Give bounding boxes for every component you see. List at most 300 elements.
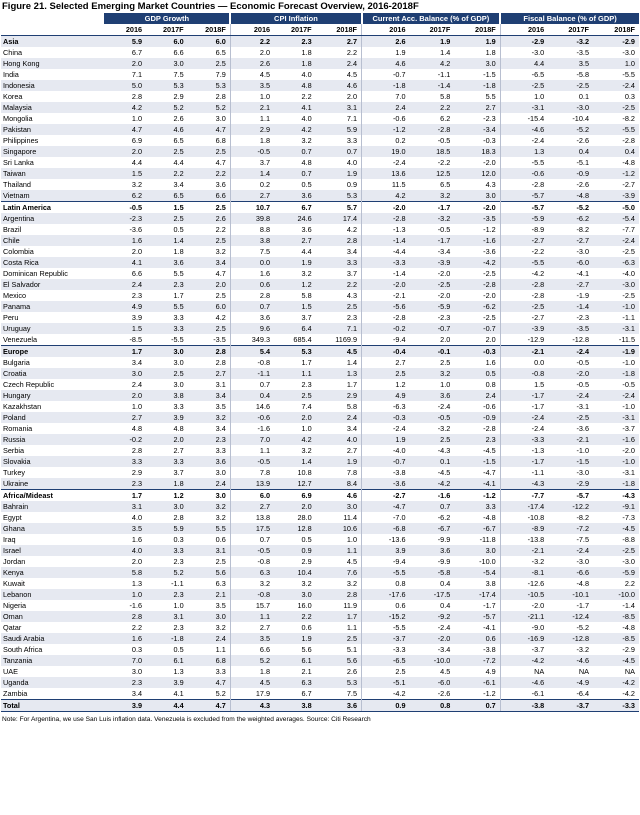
country-row (1, 666, 639, 677)
value-cell: 39.8 (230, 213, 274, 224)
value-cell: -3.6 (103, 224, 146, 235)
value-cell: 4.5 (230, 677, 274, 688)
value-cell: 0.8 (410, 700, 455, 712)
value-cell: 1.0 (274, 423, 316, 434)
value-cell: -8.1 (500, 567, 548, 578)
value-cell: 1.9 (316, 456, 362, 467)
value-cell: -1.4 (410, 80, 455, 91)
value-cell: -2.5 (548, 412, 593, 423)
value-cell: -2.7 (500, 235, 548, 246)
value-cell: -4.2 (410, 478, 455, 490)
value-cell: -6.5 (500, 69, 548, 80)
value-cell: 18.5 (410, 146, 455, 157)
value-cell: -5.2 (548, 124, 593, 135)
value-cell: 2.5 (362, 368, 410, 379)
value-cell: -3.0 (548, 467, 593, 478)
value-cell: 4.8 (146, 423, 188, 434)
value-cell: 2.0 (274, 412, 316, 423)
value-cell: 4.4 (146, 157, 188, 168)
value-cell: 2.6 (230, 58, 274, 69)
value-cell: 4.3 (316, 290, 362, 301)
value-cell: 7.8 (230, 467, 274, 478)
value-cell: 6.5 (146, 190, 188, 202)
value-cell: 0.5 (146, 644, 188, 655)
value-cell: 3.0 (188, 113, 231, 124)
country-row (1, 58, 639, 69)
year-header: 2016 (230, 24, 274, 36)
value-cell: -0.9 (548, 168, 593, 179)
value-cell: 6.6 (230, 644, 274, 655)
value-cell: 1.5 (146, 202, 188, 214)
value-cell: 0.4 (410, 600, 455, 611)
value-cell: 1.0 (316, 534, 362, 545)
year-header: 2017F (274, 24, 316, 36)
value-cell: 13.8 (230, 512, 274, 523)
value-cell: -3.9 (410, 257, 455, 268)
value-cell: 5.8 (103, 567, 146, 578)
country-row (1, 434, 639, 445)
country-row (1, 213, 639, 224)
value-cell: 0.7 (274, 146, 316, 157)
value-cell: 8.4 (316, 478, 362, 490)
value-cell: 3.9 (146, 412, 188, 423)
value-cell: 3.0 (188, 467, 231, 478)
year-header-row (1, 24, 639, 36)
value-cell: 1.8 (146, 478, 188, 490)
value-cell: 0.5 (274, 179, 316, 190)
value-cell: 10.4 (274, 567, 316, 578)
country-name: Mexico (1, 290, 103, 301)
value-cell: 3.6 (274, 224, 316, 235)
value-cell: 1.5 (103, 168, 146, 179)
value-cell: 1.7 (146, 290, 188, 301)
value-cell: -1.7 (500, 401, 548, 412)
value-cell: -1.4 (548, 301, 593, 312)
value-cell: -12.9 (500, 334, 548, 346)
value-cell: 3.2 (274, 445, 316, 456)
value-cell: -4.4 (362, 246, 410, 257)
value-cell: 1.7 (103, 490, 146, 502)
value-cell: -1.1 (500, 467, 548, 478)
value-cell: -3.7 (548, 700, 593, 712)
country-name: Venezuela (1, 334, 103, 346)
value-cell: 2.5 (188, 323, 231, 334)
country-name: Indonesia (1, 80, 103, 91)
value-cell: 1.1 (230, 445, 274, 456)
value-cell: 2.3 (274, 36, 316, 48)
value-cell: -5.5 (500, 157, 548, 168)
value-cell: 1.8 (230, 135, 274, 146)
value-cell: 2.7 (230, 190, 274, 202)
value-cell: 1.9 (410, 36, 455, 48)
value-cell: -2.4 (548, 390, 593, 401)
value-cell: -2.9 (548, 478, 593, 490)
value-cell: 3.4 (146, 179, 188, 190)
value-cell: -0.5 (548, 379, 593, 390)
value-cell: 1.8 (146, 246, 188, 257)
value-cell: 3.1 (103, 501, 146, 512)
value-cell: 4.4 (500, 58, 548, 69)
year-header: 2018F (454, 24, 500, 36)
value-cell: 0.9 (274, 545, 316, 556)
value-cell: -2.0 (454, 202, 500, 214)
value-cell: 3.0 (454, 545, 500, 556)
value-cell: 0.4 (230, 390, 274, 401)
value-cell: 2.7 (316, 36, 362, 48)
value-cell: 6.7 (274, 202, 316, 214)
value-cell: -3.0 (548, 556, 593, 567)
value-cell: -0.6 (500, 168, 548, 179)
value-cell: 13.9 (230, 478, 274, 490)
value-cell: -6.0 (548, 257, 593, 268)
value-cell: -13.8 (500, 534, 548, 545)
value-cell: 1.3 (316, 368, 362, 379)
value-cell: 14.6 (230, 401, 274, 412)
value-cell: -3.0 (593, 556, 639, 567)
value-cell: -7.3 (593, 512, 639, 523)
value-cell: -1.2 (362, 124, 410, 135)
value-cell: 24.6 (274, 213, 316, 224)
value-cell: 6.9 (103, 135, 146, 146)
value-cell: -1.7 (410, 202, 455, 214)
region-row (1, 700, 639, 712)
value-cell: -2.5 (593, 246, 639, 257)
value-cell: 2.5 (188, 202, 231, 214)
value-cell: -1.7 (500, 390, 548, 401)
value-cell: 1.9 (274, 633, 316, 644)
value-cell: -9.4 (362, 556, 410, 567)
value-cell: -6.2 (548, 213, 593, 224)
value-cell: -4.6 (500, 677, 548, 688)
value-cell: -3.3 (593, 700, 639, 712)
value-cell: -0.5 (230, 456, 274, 467)
value-cell: 0.5 (146, 224, 188, 235)
value-cell: 3.0 (454, 58, 500, 69)
value-cell: 3.3 (188, 666, 231, 677)
region-row (1, 36, 639, 48)
value-cell: -4.3 (593, 490, 639, 502)
value-cell: 4.7 (188, 124, 231, 135)
value-cell: 5.8 (274, 290, 316, 301)
value-cell: -1.0 (593, 456, 639, 467)
value-cell: 3.3 (146, 312, 188, 323)
country-row (1, 235, 639, 246)
value-cell: 2.1 (274, 666, 316, 677)
country-row (1, 124, 639, 135)
value-cell: -2.5 (593, 102, 639, 113)
value-cell: 2.1 (188, 589, 231, 600)
country-name: Panama (1, 301, 103, 312)
value-cell: 2.5 (188, 146, 231, 157)
value-cell: 1.6 (454, 357, 500, 368)
value-cell: 18.3 (454, 146, 500, 157)
value-cell: -9.9 (410, 534, 455, 545)
value-cell: -6.2 (410, 512, 455, 523)
group-header-cpi: CPI Inflation (230, 13, 361, 24)
value-cell: 0.7 (230, 301, 274, 312)
value-cell: -2.6 (548, 135, 593, 146)
value-cell: -4.9 (548, 677, 593, 688)
value-cell: 2.4 (454, 390, 500, 401)
value-cell: -4.8 (593, 622, 639, 633)
value-cell: 0.2 (230, 179, 274, 190)
value-cell: 0.3 (103, 644, 146, 655)
country-row (1, 567, 639, 578)
value-cell: 5.2 (188, 102, 231, 113)
value-cell: -5.4 (593, 213, 639, 224)
country-name: Ukraine (1, 478, 103, 490)
value-cell: -2.3 (454, 113, 500, 124)
value-cell: 4.5 (316, 556, 362, 567)
value-cell: 2.9 (274, 556, 316, 567)
value-cell: 1.2 (146, 490, 188, 502)
value-cell: 2.8 (316, 589, 362, 600)
value-cell: -1.9 (593, 346, 639, 358)
region-name: Latin America (1, 202, 103, 214)
value-cell: 5.6 (316, 655, 362, 666)
value-cell: 4.9 (103, 301, 146, 312)
value-cell: 4.3 (454, 179, 500, 190)
value-cell: -3.3 (362, 257, 410, 268)
value-cell: -1.1 (593, 312, 639, 323)
value-cell: 1.8 (274, 58, 316, 69)
value-cell: -1.6 (230, 423, 274, 434)
value-cell: -3.3 (362, 644, 410, 655)
country-row (1, 113, 639, 124)
value-cell: -2.4 (548, 545, 593, 556)
value-cell: -10.0 (454, 556, 500, 567)
value-cell: -1.0 (593, 301, 639, 312)
value-cell: -5.0 (593, 202, 639, 214)
value-cell: 3.3 (188, 445, 231, 456)
value-cell: -5.1 (362, 677, 410, 688)
value-cell: -1.4 (593, 600, 639, 611)
country-row (1, 47, 639, 58)
value-cell: -4.3 (410, 445, 455, 456)
value-cell: -0.5 (230, 545, 274, 556)
value-cell: -12.2 (548, 501, 593, 512)
value-cell: 2.2 (593, 578, 639, 589)
value-cell: -6.6 (548, 567, 593, 578)
value-cell: 3.1 (188, 545, 231, 556)
value-cell: 4.2 (103, 102, 146, 113)
country-row (1, 379, 639, 390)
value-cell: 3.9 (146, 677, 188, 688)
value-cell: 8.8 (230, 224, 274, 235)
value-cell: -5.9 (593, 567, 639, 578)
value-cell: -0.8 (230, 357, 274, 368)
country-name: Nigeria (1, 600, 103, 611)
value-cell: 5.8 (316, 401, 362, 412)
country-name: Iraq (1, 534, 103, 545)
country-row (1, 556, 639, 567)
value-cell: -3.1 (593, 412, 639, 423)
value-cell: 1.5 (274, 301, 316, 312)
value-cell: 2.4 (362, 102, 410, 113)
value-cell: -3.3 (500, 434, 548, 445)
value-cell: 0.4 (410, 578, 455, 589)
value-cell: -0.5 (103, 202, 146, 214)
value-cell: -1.8 (362, 80, 410, 91)
value-cell: 3.3 (146, 545, 188, 556)
value-cell: 2.8 (188, 91, 231, 102)
value-cell: 5.1 (316, 644, 362, 655)
country-name: Hong Kong (1, 58, 103, 69)
value-cell: 0.6 (454, 633, 500, 644)
value-cell: 2.7 (103, 412, 146, 423)
value-cell: 2.4 (316, 412, 362, 423)
value-cell: 6.0 (230, 490, 274, 502)
value-cell: 1.1 (274, 368, 316, 379)
value-cell: -3.5 (548, 323, 593, 334)
value-cell: 2.9 (316, 390, 362, 401)
value-cell: 3.8 (274, 700, 316, 712)
country-row (1, 157, 639, 168)
value-cell: 1.9 (274, 257, 316, 268)
value-cell: -0.6 (454, 401, 500, 412)
value-cell: 5.2 (146, 567, 188, 578)
value-cell: -2.0 (500, 600, 548, 611)
value-cell: 3.5 (103, 523, 146, 534)
value-cell: -9.9 (410, 556, 455, 567)
source-note: Note: For Argentina, we use San Luis inflation data. Venezuela is excluded from the weighted averages. Source: Citi Research (2, 716, 371, 723)
value-cell: -2.6 (410, 688, 455, 700)
value-cell: 3.4 (188, 423, 231, 434)
value-cell: 2.7 (274, 235, 316, 246)
country-row (1, 445, 639, 456)
value-cell: -0.6 (362, 113, 410, 124)
value-cell: 0.0 (500, 357, 548, 368)
value-cell: 0.5 (274, 534, 316, 545)
value-cell: -1.2 (454, 490, 500, 502)
value-cell: 0.9 (316, 179, 362, 190)
country-name: Oman (1, 611, 103, 622)
value-cell: 3.3 (103, 456, 146, 467)
value-cell: -2.5 (500, 301, 548, 312)
value-cell: 1.1 (230, 113, 274, 124)
value-cell: -1.7 (548, 600, 593, 611)
country-name: South Africa (1, 644, 103, 655)
value-cell: 1.6 (103, 534, 146, 545)
value-cell: 4.7 (188, 700, 231, 712)
value-cell: -12.6 (500, 578, 548, 589)
value-cell: -2.7 (548, 279, 593, 290)
value-cell: 2.2 (316, 279, 362, 290)
country-name: Bulgaria (1, 357, 103, 368)
country-name: Colombia (1, 246, 103, 257)
value-cell: 3.2 (274, 135, 316, 146)
value-cell: -0.8 (500, 368, 548, 379)
value-cell: 2.4 (188, 633, 231, 644)
value-cell: -3.6 (454, 246, 500, 257)
value-cell: -1.6 (593, 434, 639, 445)
value-cell: 3.9 (103, 312, 146, 323)
value-cell: -6.3 (362, 401, 410, 412)
value-cell: 4.8 (103, 423, 146, 434)
value-cell: 4.2 (274, 124, 316, 135)
value-cell: 3.6 (188, 179, 231, 190)
country-name: Hungary (1, 390, 103, 401)
value-cell: 2.8 (103, 445, 146, 456)
country-name: Philippines (1, 135, 103, 146)
value-cell: 4.5 (316, 346, 362, 358)
value-cell: -16.9 (500, 633, 548, 644)
value-cell: 2.2 (188, 168, 231, 179)
value-cell: 3.2 (410, 368, 455, 379)
value-cell: -2.4 (593, 80, 639, 91)
value-cell: 1.9 (362, 47, 410, 58)
value-cell: -2.4 (410, 401, 455, 412)
value-cell: 4.2 (316, 224, 362, 235)
value-cell: 4.0 (103, 545, 146, 556)
value-cell: 2.0 (146, 434, 188, 445)
year-header: 2016 (362, 24, 410, 36)
value-cell: -3.0 (593, 47, 639, 58)
country-row (1, 224, 639, 235)
value-cell: 13.6 (362, 168, 410, 179)
value-cell: 2.5 (188, 58, 231, 69)
value-cell: 2.0 (103, 246, 146, 257)
value-cell: -9.2 (410, 611, 455, 622)
value-cell: 2.7 (316, 445, 362, 456)
value-cell: 3.3 (316, 257, 362, 268)
country-name: Argentina (1, 213, 103, 224)
value-cell: 4.9 (362, 390, 410, 401)
value-cell: 1.0 (103, 113, 146, 124)
value-cell: 10.7 (230, 202, 274, 214)
value-cell: 12.5 (410, 168, 455, 179)
year-header: 2018F (316, 24, 362, 36)
value-cell: 7.9 (188, 69, 231, 80)
value-cell: 3.6 (188, 456, 231, 467)
value-cell: -2.5 (454, 268, 500, 279)
value-cell: -6.2 (454, 301, 500, 312)
value-cell: -2.1 (500, 545, 548, 556)
value-cell: 2.2 (274, 611, 316, 622)
value-cell: -2.4 (593, 235, 639, 246)
value-cell: -8.5 (593, 611, 639, 622)
value-cell: -3.4 (410, 644, 455, 655)
value-cell: -3.7 (362, 633, 410, 644)
value-cell: 2.9 (230, 124, 274, 135)
value-cell: -6.4 (548, 688, 593, 700)
value-cell: -2.0 (410, 268, 455, 279)
value-cell: -3.2 (410, 423, 455, 434)
value-cell: 6.1 (274, 655, 316, 666)
value-cell: 2.6 (146, 113, 188, 124)
value-cell: 9.6 (230, 323, 274, 334)
value-cell: -1.6 (410, 490, 455, 502)
country-row (1, 301, 639, 312)
value-cell: -12.8 (548, 633, 593, 644)
value-cell: 3.2 (274, 268, 316, 279)
value-cell: 1.2 (362, 379, 410, 390)
value-cell: 0.3 (593, 91, 639, 102)
value-cell: 2.4 (103, 379, 146, 390)
value-cell: -5.2 (548, 202, 593, 214)
value-cell: 2.3 (103, 290, 146, 301)
value-cell: 3.3 (146, 401, 188, 412)
value-cell: -17.5 (410, 589, 455, 600)
value-cell: 3.0 (146, 379, 188, 390)
value-cell: 7.5 (230, 246, 274, 257)
value-cell: 0.6 (362, 600, 410, 611)
value-cell: -2.7 (548, 235, 593, 246)
value-cell: 3.0 (103, 666, 146, 677)
value-cell: -1.9 (548, 290, 593, 301)
value-cell: -3.2 (548, 36, 593, 48)
year-header: 2016 (500, 24, 548, 36)
